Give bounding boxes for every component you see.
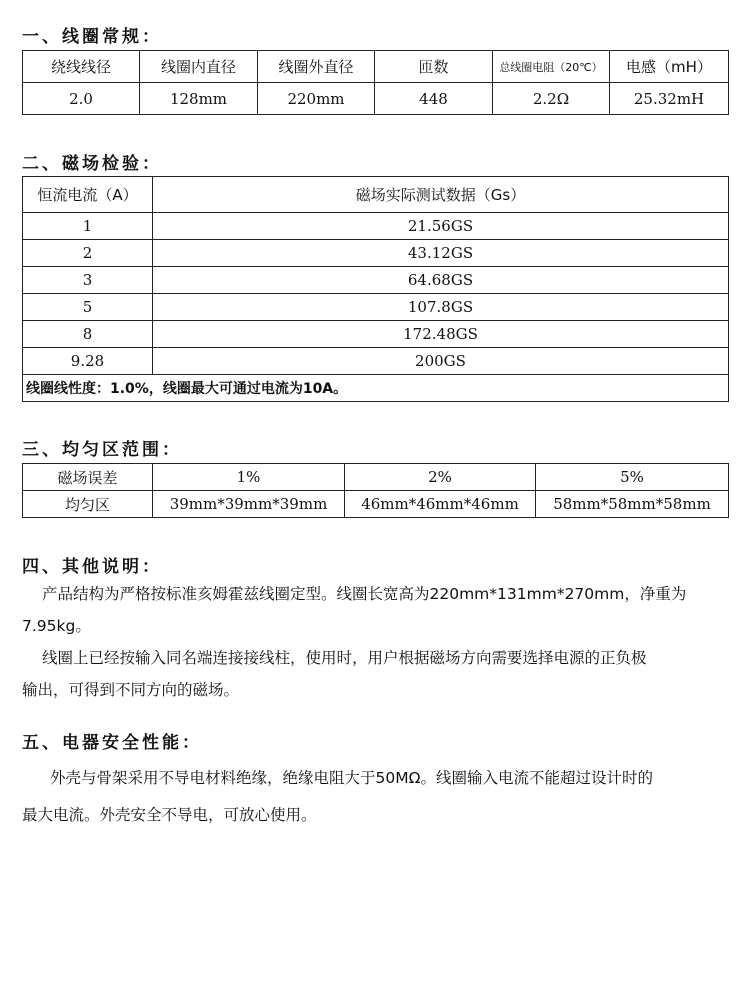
field-test-table xyxy=(22,176,729,402)
table-row xyxy=(23,177,729,213)
section-heading-uniform-zone: 三、均匀区范围： xyxy=(22,440,182,460)
table-row xyxy=(23,267,729,294)
header-inductance: 电感（mH） xyxy=(610,51,729,83)
value-inductance: 25.32mH xyxy=(610,83,729,115)
current-cell: 2 xyxy=(23,240,153,267)
uniform-zone-table xyxy=(22,463,729,518)
field-cell: 200GS xyxy=(153,348,729,375)
field-cell: 64.68GS xyxy=(153,267,729,294)
label-uniform-zone: 均匀区 xyxy=(23,491,153,518)
section-heading-field-test: 二、磁场检验： xyxy=(22,154,162,174)
value-wire-diameter: 2.0 xyxy=(23,83,140,115)
header-resistance: 总线圈电阻（20℃） xyxy=(493,51,610,83)
field-cell: 107.8GS xyxy=(153,294,729,321)
table-row xyxy=(23,491,729,518)
header-field-data: 磁场实际测试数据（Gs） xyxy=(153,177,729,213)
current-cell: 5 xyxy=(23,294,153,321)
wiring-paragraph-line1: 线圈上已经按输入同名端连接接线柱，使用时，用户根据磁场方向需要选择电源的正负极 xyxy=(42,649,647,667)
zone-cell: 39mm*39mm*39mm xyxy=(153,491,345,518)
current-cell: 9.28 xyxy=(23,348,153,375)
zone-cell: 46mm*46mm*46mm xyxy=(345,491,536,518)
error-cell: 1% xyxy=(153,464,345,491)
structure-paragraph-line2: 7.95kg。 xyxy=(22,617,91,635)
current-cell: 8 xyxy=(23,321,153,348)
header-turns: 匝数 xyxy=(375,51,493,83)
table-row xyxy=(23,464,729,491)
error-cell: 2% xyxy=(345,464,536,491)
structure-paragraph-line1: 产品结构为严格按标准亥姆霍兹线圈定型。线圈长宽高为220mm*131mm*270mm，净重为 xyxy=(42,585,687,603)
header-wire-diameter: 绕线线径 xyxy=(23,51,140,83)
safety-paragraph-line1: 外壳与骨架采用不导电材料绝缘，绝缘电阻大于50MΩ。线圈输入电流不能超过设计时的 xyxy=(50,769,653,787)
section-heading-electrical-safety: 五、电器安全性能： xyxy=(22,733,202,753)
zone-cell: 58mm*58mm*58mm xyxy=(536,491,729,518)
table-row xyxy=(23,348,729,375)
table-row xyxy=(23,51,729,83)
value-inner-diameter: 128mm xyxy=(140,83,258,115)
field-cell: 21.56GS xyxy=(153,213,729,240)
error-cell: 5% xyxy=(536,464,729,491)
value-turns: 448 xyxy=(375,83,493,115)
table-row xyxy=(23,213,729,240)
linearity-note: 线圈线性度：1.0%，线圈最大可通过电流为10A。 xyxy=(23,375,729,402)
table-row xyxy=(23,375,729,402)
section-heading-coil: 一、线圈常规： xyxy=(22,27,162,47)
value-outer-diameter: 220mm xyxy=(258,83,375,115)
safety-paragraph-line2: 最大电流。外壳安全不导电，可放心使用。 xyxy=(22,806,317,824)
field-cell: 172.48GS xyxy=(153,321,729,348)
table-row xyxy=(23,240,729,267)
header-current: 恒流电流（A） xyxy=(23,177,153,213)
table-row xyxy=(23,321,729,348)
table-row xyxy=(23,294,729,321)
current-cell: 1 xyxy=(23,213,153,240)
current-cell: 3 xyxy=(23,267,153,294)
field-cell: 43.12GS xyxy=(153,240,729,267)
table-row xyxy=(23,83,729,115)
wiring-paragraph-line2: 输出，可得到不同方向的磁场。 xyxy=(22,681,240,699)
header-outer-diameter: 线圈外直径 xyxy=(258,51,375,83)
coil-specs-table xyxy=(22,50,729,115)
header-inner-diameter: 线圈内直径 xyxy=(140,51,258,83)
section-heading-other-notes: 四、其他说明： xyxy=(22,557,162,577)
value-resistance: 2.2Ω xyxy=(493,83,610,115)
label-field-error: 磁场误差 xyxy=(23,464,153,491)
